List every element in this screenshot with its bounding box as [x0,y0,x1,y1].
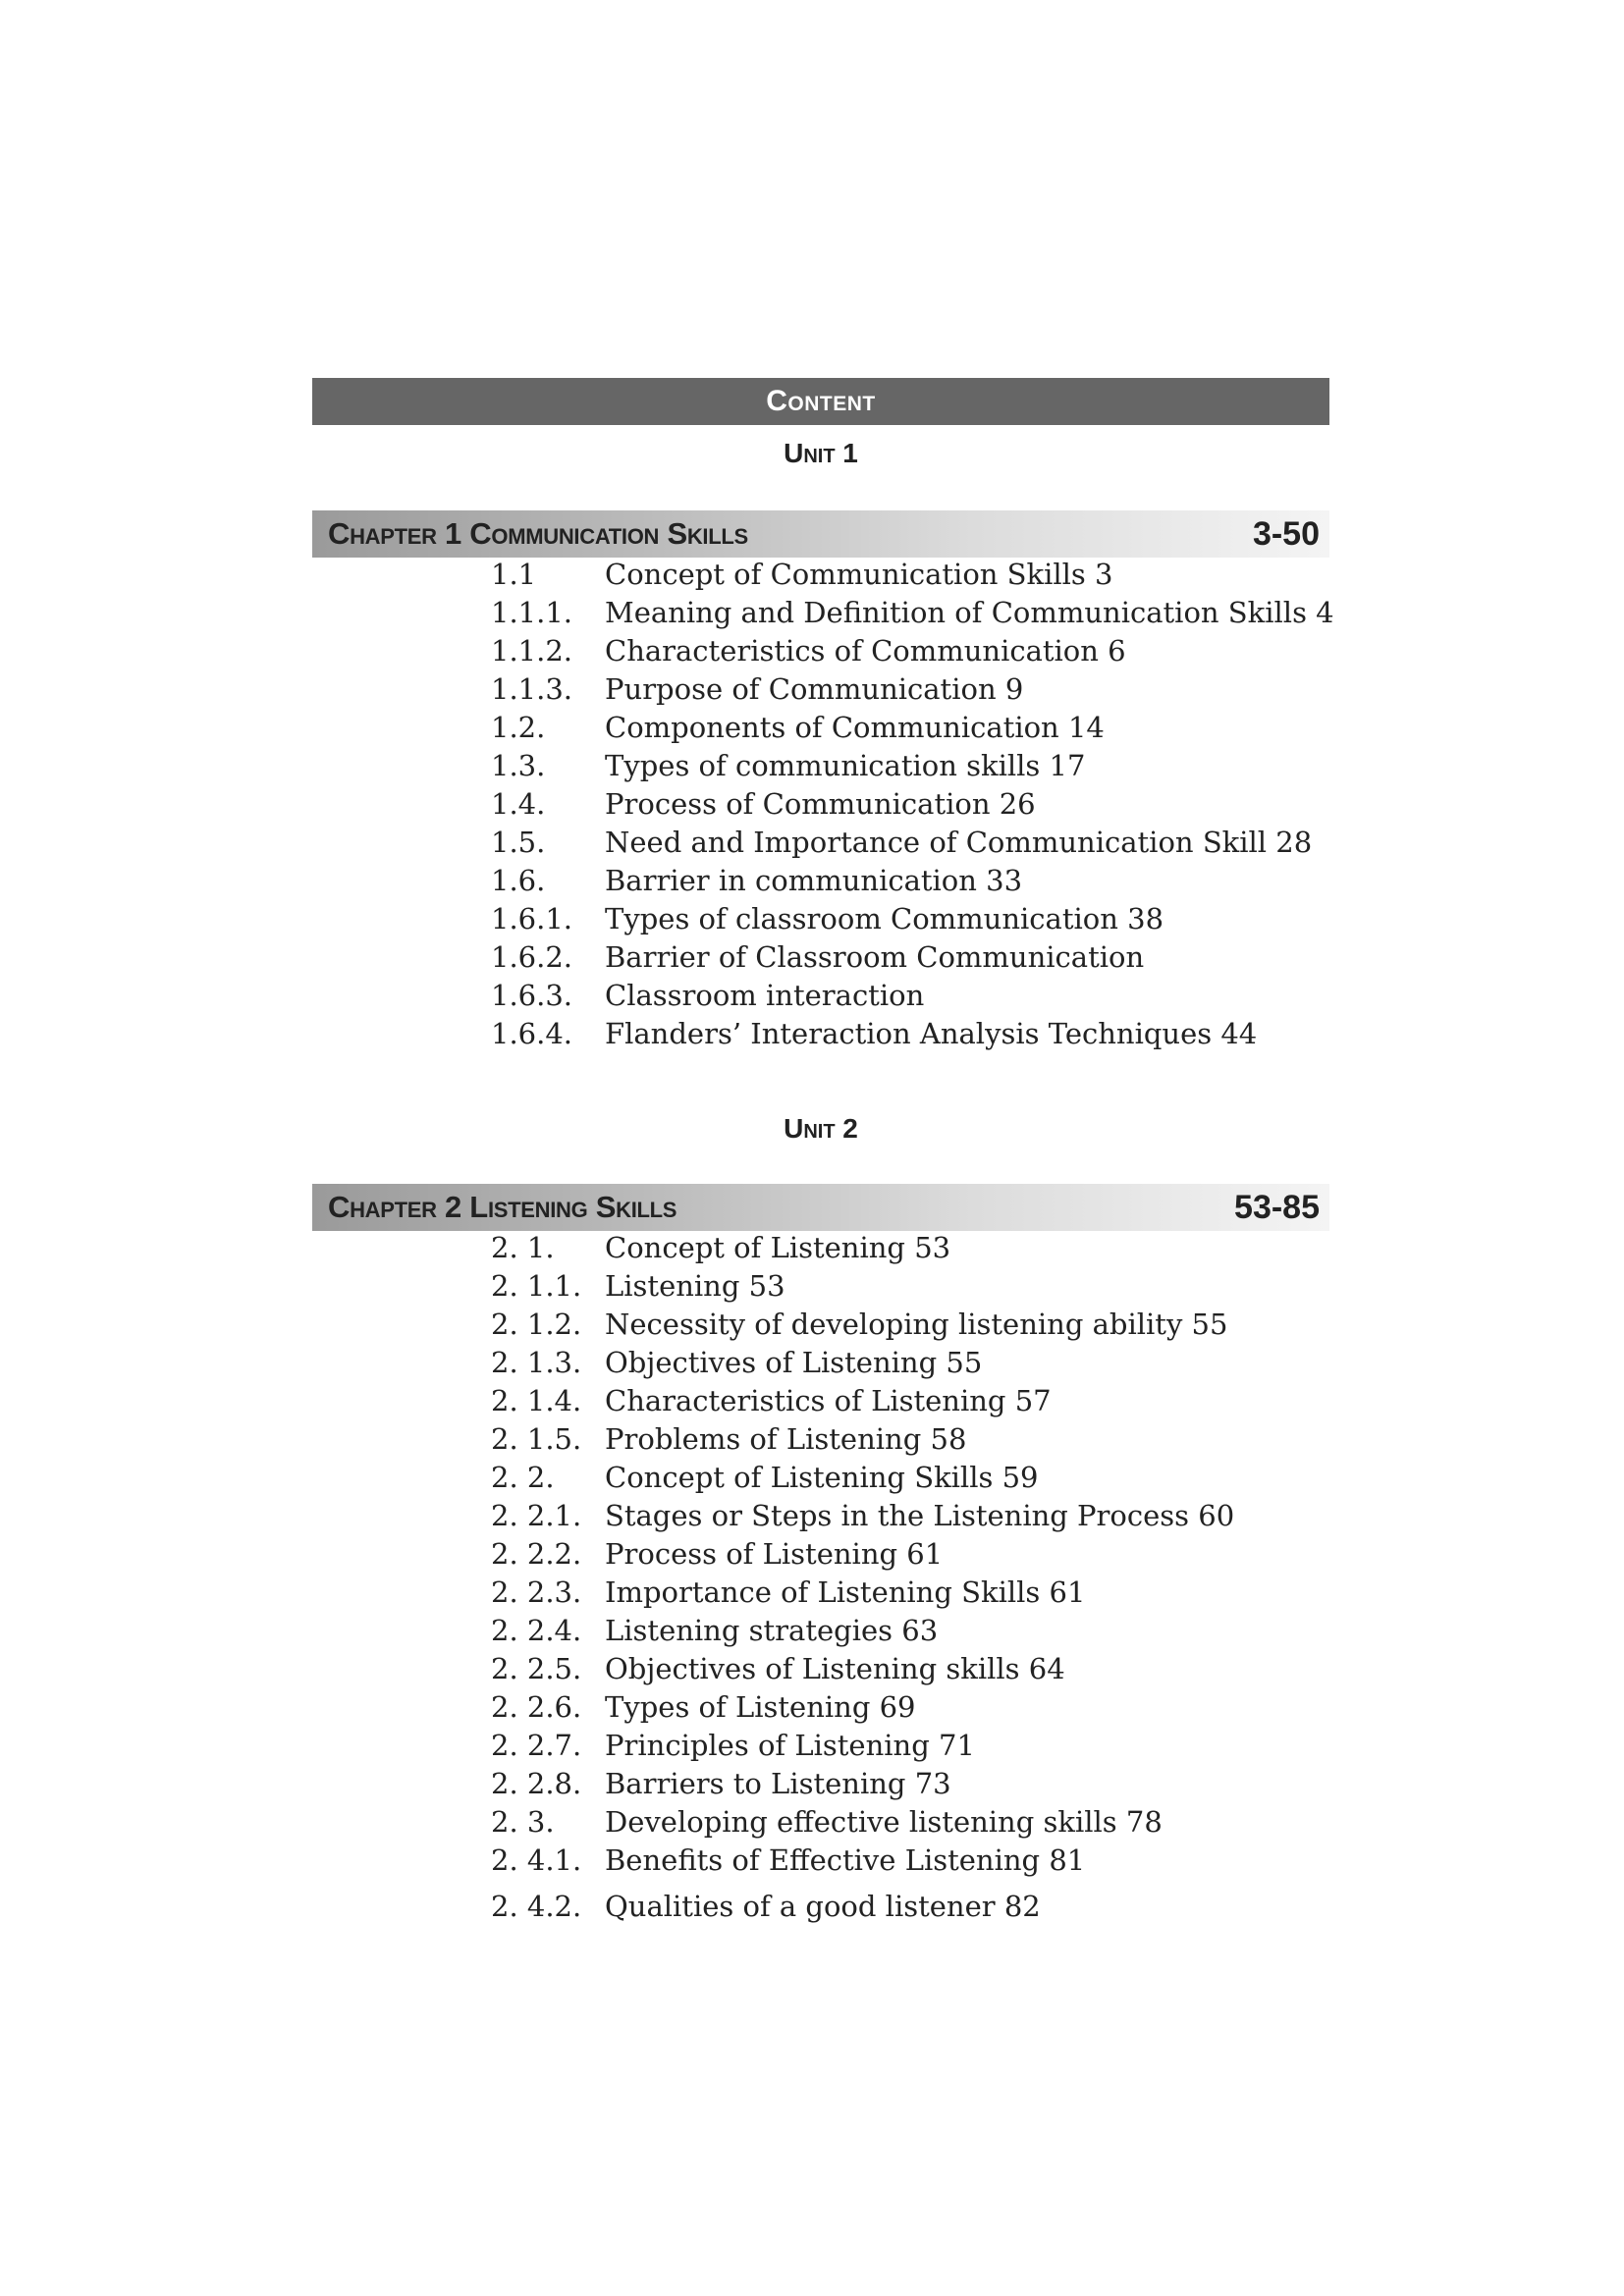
chapter-page-range: 3-50 [1252,514,1320,553]
toc-entry-title: Need and Importance of Communication Skill 28 [605,826,1313,859]
toc-entry-title: Concept of Listening 53 [605,1231,951,1264]
toc-entry [491,594,1334,632]
toc-entry [491,1344,1326,1382]
toc-entry-number: 1.4. [491,787,546,821]
toc-entry-number: 2. 1.2. [491,1308,582,1341]
toc-entry-title: Concept of Listening Skills 59 [605,1461,1039,1494]
toc-entry-number: 2. 2.7. [491,1729,582,1762]
toc-entry [491,747,1326,785]
toc-entry-title: Barrier of Classroom Communication [605,940,1145,974]
toc-entry-number: 2. 2.5. [491,1652,582,1685]
toc-entry [491,900,1326,938]
toc-entry-title: Types of Listening 69 [605,1690,916,1724]
toc-entry-number: 1.6.2. [491,940,573,974]
toc-entry-title: Purpose of Communication 9 [605,672,1024,706]
toc-entry-title: Flanders’ Interaction Analysis Techniques 44 [605,1017,1258,1050]
toc-entry [491,1015,1326,1053]
toc-entry-number: 2. 2. [491,1461,555,1494]
toc-entry [491,556,1326,594]
toc-entry-title: Objectives of Listening 55 [605,1346,983,1379]
toc-entry-title: Types of classroom Communication 38 [605,902,1164,935]
toc-entry-number: 2. 1.3. [491,1346,582,1379]
toc-entry-number: 1.6. [491,864,546,897]
toc-entry-number: 2. 3. [491,1805,555,1839]
toc-entry-number: 1.1.1. [491,596,573,629]
toc-entry [491,1382,1326,1420]
toc-entry-title: Characteristics of Listening 57 [605,1384,1052,1417]
toc-entry-title: Concept of Communication Skills 3 [605,558,1113,591]
toc-entry-title: Stages or Steps in the Listening Process 60 [605,1499,1235,1532]
toc-entry-title: Process of Listening 61 [605,1537,944,1571]
toc-entry [491,1535,1326,1574]
toc-entry-number: 1.6.4. [491,1017,573,1050]
content-header-bar [312,378,1329,425]
toc-entry-title: Importance of Listening Skills 61 [605,1575,1086,1609]
toc-entry-number: 2. 1.5. [491,1422,582,1456]
toc-entry [491,1765,1326,1803]
toc-entry-number: 2. 1.1. [491,1269,582,1303]
toc-entry-title: Classroom interaction [605,979,925,1012]
toc-entry [491,632,1326,670]
toc-entry [491,1306,1326,1344]
toc-entry [491,1497,1326,1535]
toc-entry-title: Listening 53 [605,1269,785,1303]
toc-entry [491,1842,1326,1880]
toc-entry-number: 2. 2.4. [491,1614,582,1647]
toc-entry-number: 2. 4.2. [491,1890,582,1923]
toc-entry-title: Benefits of Effective Listening 81 [605,1843,1086,1877]
toc-entry-number: 1.5. [491,826,546,859]
chapter-bar-1 [312,510,1329,558]
toc-entry-number: 1.1.2. [491,634,573,667]
toc-entry-title: Characteristics of Communication 6 [605,634,1126,667]
toc-entry-title: Qualities of a good listener 82 [605,1890,1041,1923]
toc-entry-number: 2. 2.6. [491,1690,582,1724]
toc-entry-number: 2. 2.8. [491,1767,582,1800]
toc-entry-number: 1.3. [491,749,546,782]
toc-entry [491,709,1326,747]
toc-entry-number: 1.1 [491,558,537,591]
chapter-bar-2 [312,1184,1329,1231]
toc-entry-number: 2. 1. [491,1231,555,1264]
toc-entry-number: 2. 2.1. [491,1499,582,1532]
toc-entry [491,785,1326,824]
chapter-title: Chapter 1 Communication Skills [328,516,748,551]
toc-entry-title: Meaning and Definition of Communication Skills 4 [605,596,1334,629]
toc-entry [491,977,1326,1015]
content-title: Content [766,385,876,417]
toc-entry-title: Types of communication skills 17 [605,749,1086,782]
toc-entry [491,1688,1326,1727]
toc-entry-title: Necessity of developing listening ability 55 [605,1308,1228,1341]
toc-entry [491,1267,1326,1306]
toc-entry [491,1459,1326,1497]
toc-entry-number: 1.6.1. [491,902,573,935]
unit-heading-1: Unit 1 [784,438,858,468]
toc-entry [491,1229,1326,1267]
toc-entry [491,1650,1326,1688]
toc-entry-number: 2. 2.3. [491,1575,582,1609]
toc-entry [491,1420,1326,1459]
toc-entry [491,1803,1326,1842]
toc-entry-title: Developing effective listening skills 78 [605,1805,1163,1839]
toc-entry [491,824,1326,862]
toc-entry [491,938,1326,977]
toc-entry [491,862,1326,900]
toc-entry [491,1612,1326,1650]
toc-entry-title: Barrier in communication 33 [605,864,1023,897]
toc-entry-title: Objectives of Listening skills 64 [605,1652,1065,1685]
toc-entry-number: 2. 2.2. [491,1537,582,1571]
toc-entry-title: Barriers to Listening 73 [605,1767,951,1800]
toc-entry-title: Process of Communication 26 [605,787,1036,821]
unit-heading-2: Unit 2 [784,1113,858,1144]
toc-entry-number: 1.1.3. [491,672,573,706]
chapter-title: Chapter 2 Listening Skills [328,1190,677,1224]
toc-entry-number: 1.2. [491,711,546,744]
toc-entry-title: Components of Communication 14 [605,711,1105,744]
toc-entry-title: Principles of Listening 71 [605,1729,975,1762]
chapter-page-range: 53-85 [1234,1188,1320,1226]
toc-entry-title: Problems of Listening 58 [605,1422,967,1456]
toc-entry-number: 2. 4.1. [491,1843,582,1877]
toc-list-unit-1 [491,556,1334,1053]
toc-entry [491,670,1326,709]
toc-entry-number: 1.6.3. [491,979,573,1012]
toc-entry [491,1574,1326,1612]
toc-entry-title: Listening strategies 63 [605,1614,939,1647]
toc-entry [491,1888,1326,1926]
toc-list-unit-2 [491,1229,1326,1926]
toc-entry-number: 2. 1.4. [491,1384,582,1417]
toc-entry [491,1727,1326,1765]
